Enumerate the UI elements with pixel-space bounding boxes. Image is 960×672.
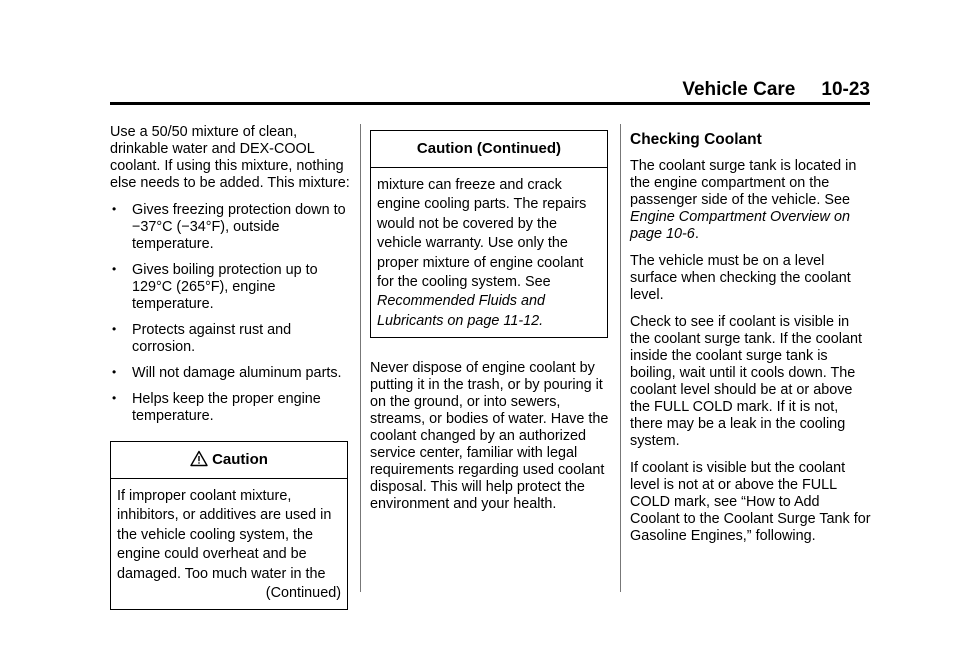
list-item: • Gives freezing protection down to −37°C (−34°F), outside temperature. — [112, 202, 346, 252]
intro-paragraph: Use a 50/50 mixture of clean, drinkable water and DEX-COOL coolant. If using this mixture, nothing else needs to be added. This mixture: — [110, 124, 350, 191]
section-title: Vehicle Care — [682, 79, 796, 100]
mixture-benefits-list — [110, 202, 350, 425]
column-2 — [370, 124, 610, 523]
caution-title: Caution — [111, 442, 347, 479]
surge-tank-paragraph: The coolant surge tank is located in the engine compartment on the passenger side of the vehicle. See Engine Compartment Overview on page 10-6. — [630, 158, 857, 242]
check-coolant-paragraph: Check to see if coolant is visible in the coolant surge tank. If the coolant inside the coolant surge tank is boiling, wait until it cools down. The coolant level should be at or above the FULL COLD mark. If it is not, there may be a leak in the cooling system. — [630, 314, 862, 449]
engine-compartment-link[interactable]: Engine Compartment Overview on page 10-6 — [630, 209, 850, 242]
bullet-icon: • — [112, 262, 117, 276]
bullet-icon: • — [112, 365, 117, 379]
bullet-icon: • — [112, 202, 117, 216]
page-header — [110, 78, 870, 102]
header-rule — [110, 102, 870, 105]
checking-coolant-heading: Checking Coolant — [630, 131, 762, 148]
page-number: 10-23 — [821, 79, 870, 100]
bullet-icon: • — [112, 322, 117, 336]
column-divider-2 — [620, 124, 621, 592]
column-3 — [630, 124, 872, 555]
column-1 — [110, 124, 350, 610]
level-surface-paragraph: The vehicle must be on a level surface when checking the coolant level. — [630, 253, 851, 303]
list-item: • Gives boiling protection up to 129°C (265°F), engine temperature. — [112, 262, 318, 312]
bullet-icon: • — [112, 391, 117, 405]
disposal-paragraph: Never dispose of engine coolant by putting it in the trash, or by pouring it on the ground, or into sewers, streams, or bodies of water. Have the coolant changed by an authorized service center, familiar with legal requirements regarding used coolant disposal. This will help protect the environment and your health. — [370, 360, 609, 513]
continued-label: (Continued) — [265, 585, 341, 602]
column-divider-1 — [360, 124, 361, 592]
caution-continued-body: mixture can freeze and crack engine cooling parts. The repairs would not be covered by the vehicle warranty. Use only the proper mixture of engine coolant for the cooling system. See Recommended Fluids and Lubricants on page 11-12. — [377, 177, 587, 329]
add-coolant-paragraph: If coolant is visible but the coolant level is not at or above the FULL COLD mark, see “How to Add Coolant to the Coolant Surge Tank for Gasoline Engines,” following. — [630, 460, 871, 544]
caution-continued-box — [370, 130, 608, 338]
list-item: • Helps keep the proper engine temperature. — [112, 391, 321, 424]
caution-continued-title: Caution (Continued) — [371, 131, 607, 168]
caution-body: If improper coolant mixture, inhibitors, or additives are used in the vehicle cooling system, the engine could overheat and be damaged. Too much water in the (Continued) — [111, 479, 347, 609]
caution-box — [110, 441, 348, 610]
list-item: • Will not damage aluminum parts. — [112, 365, 342, 381]
list-item: • Protects against rust and corrosion. — [112, 322, 292, 355]
warning-triangle-icon — [190, 445, 208, 481]
recommended-fluids-link[interactable]: Recommended Fluids and Lubricants on page 11-12. — [377, 293, 545, 329]
